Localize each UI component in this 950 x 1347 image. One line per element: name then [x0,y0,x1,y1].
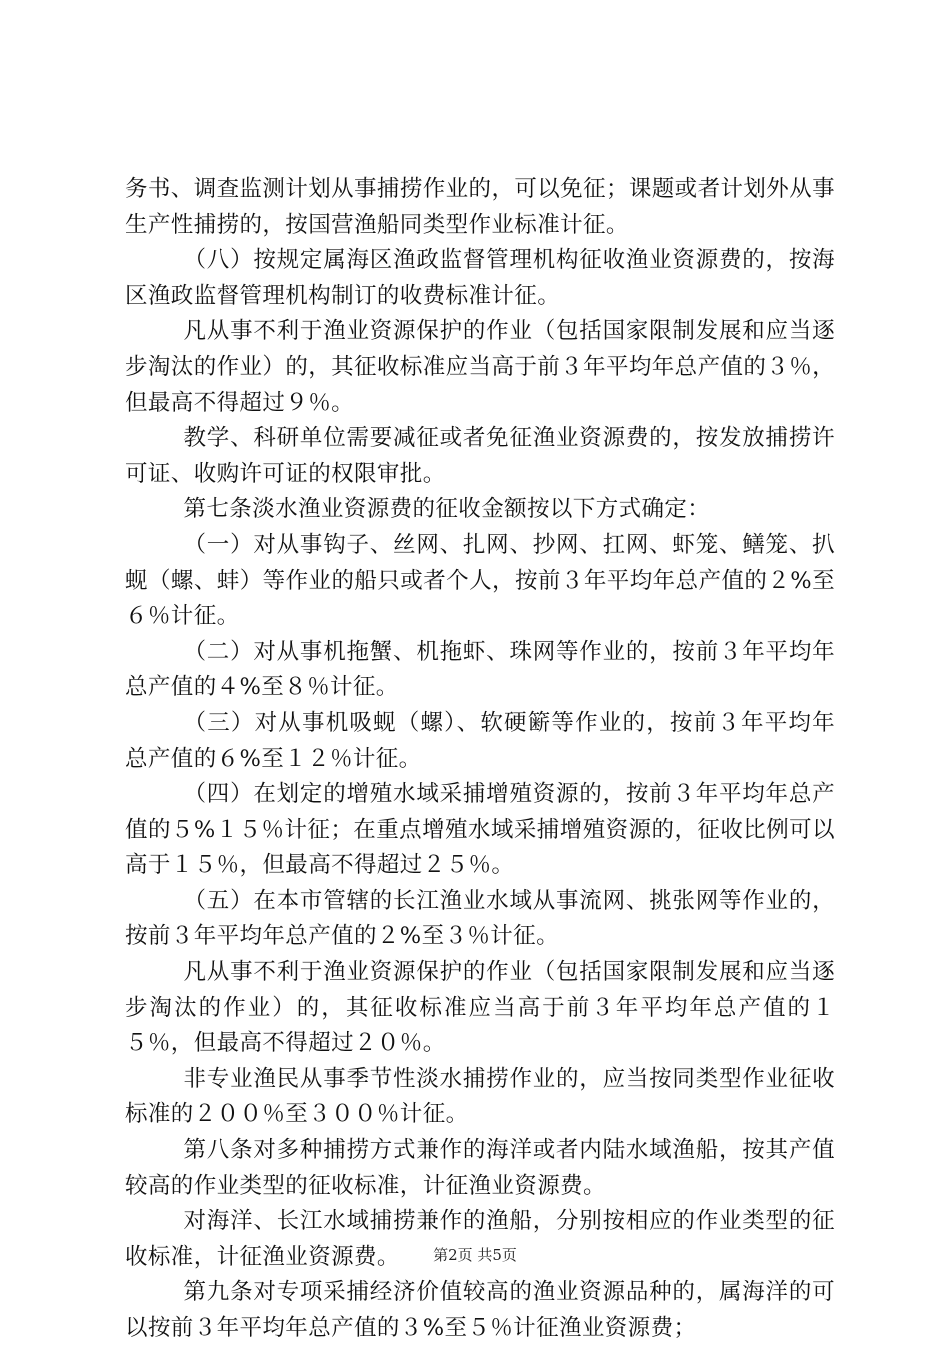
document-body [125,172,835,1347]
paragraph-6: （一）对从事钩子、丝网、扎网、抄网、扛网、虾笼、鳝笼、扒蚬（螺、蚌）等作业的船只或者个人，按前３年平均年总产值的２%至６％计征。 [125,531,835,630]
page-number-label: 第2页 共5页 [433,1246,517,1264]
paragraph-15: 第九条对专项采捕经济价值较高的渔业资源品种的，属海洋的可以按前３年平均年总产值的３%至５％计征渔业资源费； [125,1279,835,1341]
paragraph-2: （八）按规定属海区渔政监督管理机构征收渔业资源费的，按海区渔政监督管理机构制订的收费标准计征。 [125,247,835,309]
paragraph-1: 务书、调查监测计划从事捕捞作业的，可以免征；课题或者计划外从事生产性捕捞的，按国营渔船同类型作业标准计征。 [125,176,835,238]
paragraph-10: （五）在本市管辖的长江渔业水域从事流网、挑张网等作业的，按前３年平均年总产值的２%至３％计征。 [125,887,835,950]
page-footer [0,1245,950,1265]
paragraph-13: 第八条对多种捕捞方式兼作的海洋或者内陆水域渔船，按其产值较高的作业类型的征收标准，计征渔业资源费。 [125,1137,835,1199]
paragraph-11: 凡从事不利于渔业资源保护的作业（包括国家限制发展和应当逐步淘汰的作业）的，其征收标准应当高于前３年平均年总产值的１５％，但最高不得超过２０％。 [125,959,835,1057]
paragraph-8: （三）对从事机吸蚬（螺）、软硬簖等作业的，按前３年平均年总产值的６%至１２％计征。 [125,709,835,772]
paragraph-12: 非专业渔民从事季节性淡水捕捞作业的，应当按同类型作业征收标准的２００％至３００％计征。 [125,1065,835,1128]
paragraph-7: （二）对从事机拖蟹、机拖虾、珠网等作业的，按前３年平均年总产值的４%至８％计征。 [125,638,835,701]
paragraph-5: 第七条淡水渔业资源费的征收金额按以下方式确定： [183,496,711,523]
paragraph-14: 对海洋、长江水域捕捞兼作的渔船，分别按相应的作业类型的征收标准，计征渔业资源费。 [125,1208,835,1270]
paragraph-9: （四）在划定的增殖水域采捕增殖资源的，按前３年平均年总产值的５%１５％计征；在重点增殖水域采捕增殖资源的，征收比例可以高于１５％，但最高不得超过２５％。 [125,781,835,879]
paragraph-3: 凡从事不利于渔业资源保护的作业（包括国家限制发展和应当逐步淘汰的作业）的，其征收标准应当高于前３年平均年总产值的３％，但最高不得超过９％。 [125,318,835,416]
paragraph-4: 教学、科研单位需要减征或者免征渔业资源费的，按发放捕捞许可证、收购许可证的权限审批。 [125,425,835,487]
